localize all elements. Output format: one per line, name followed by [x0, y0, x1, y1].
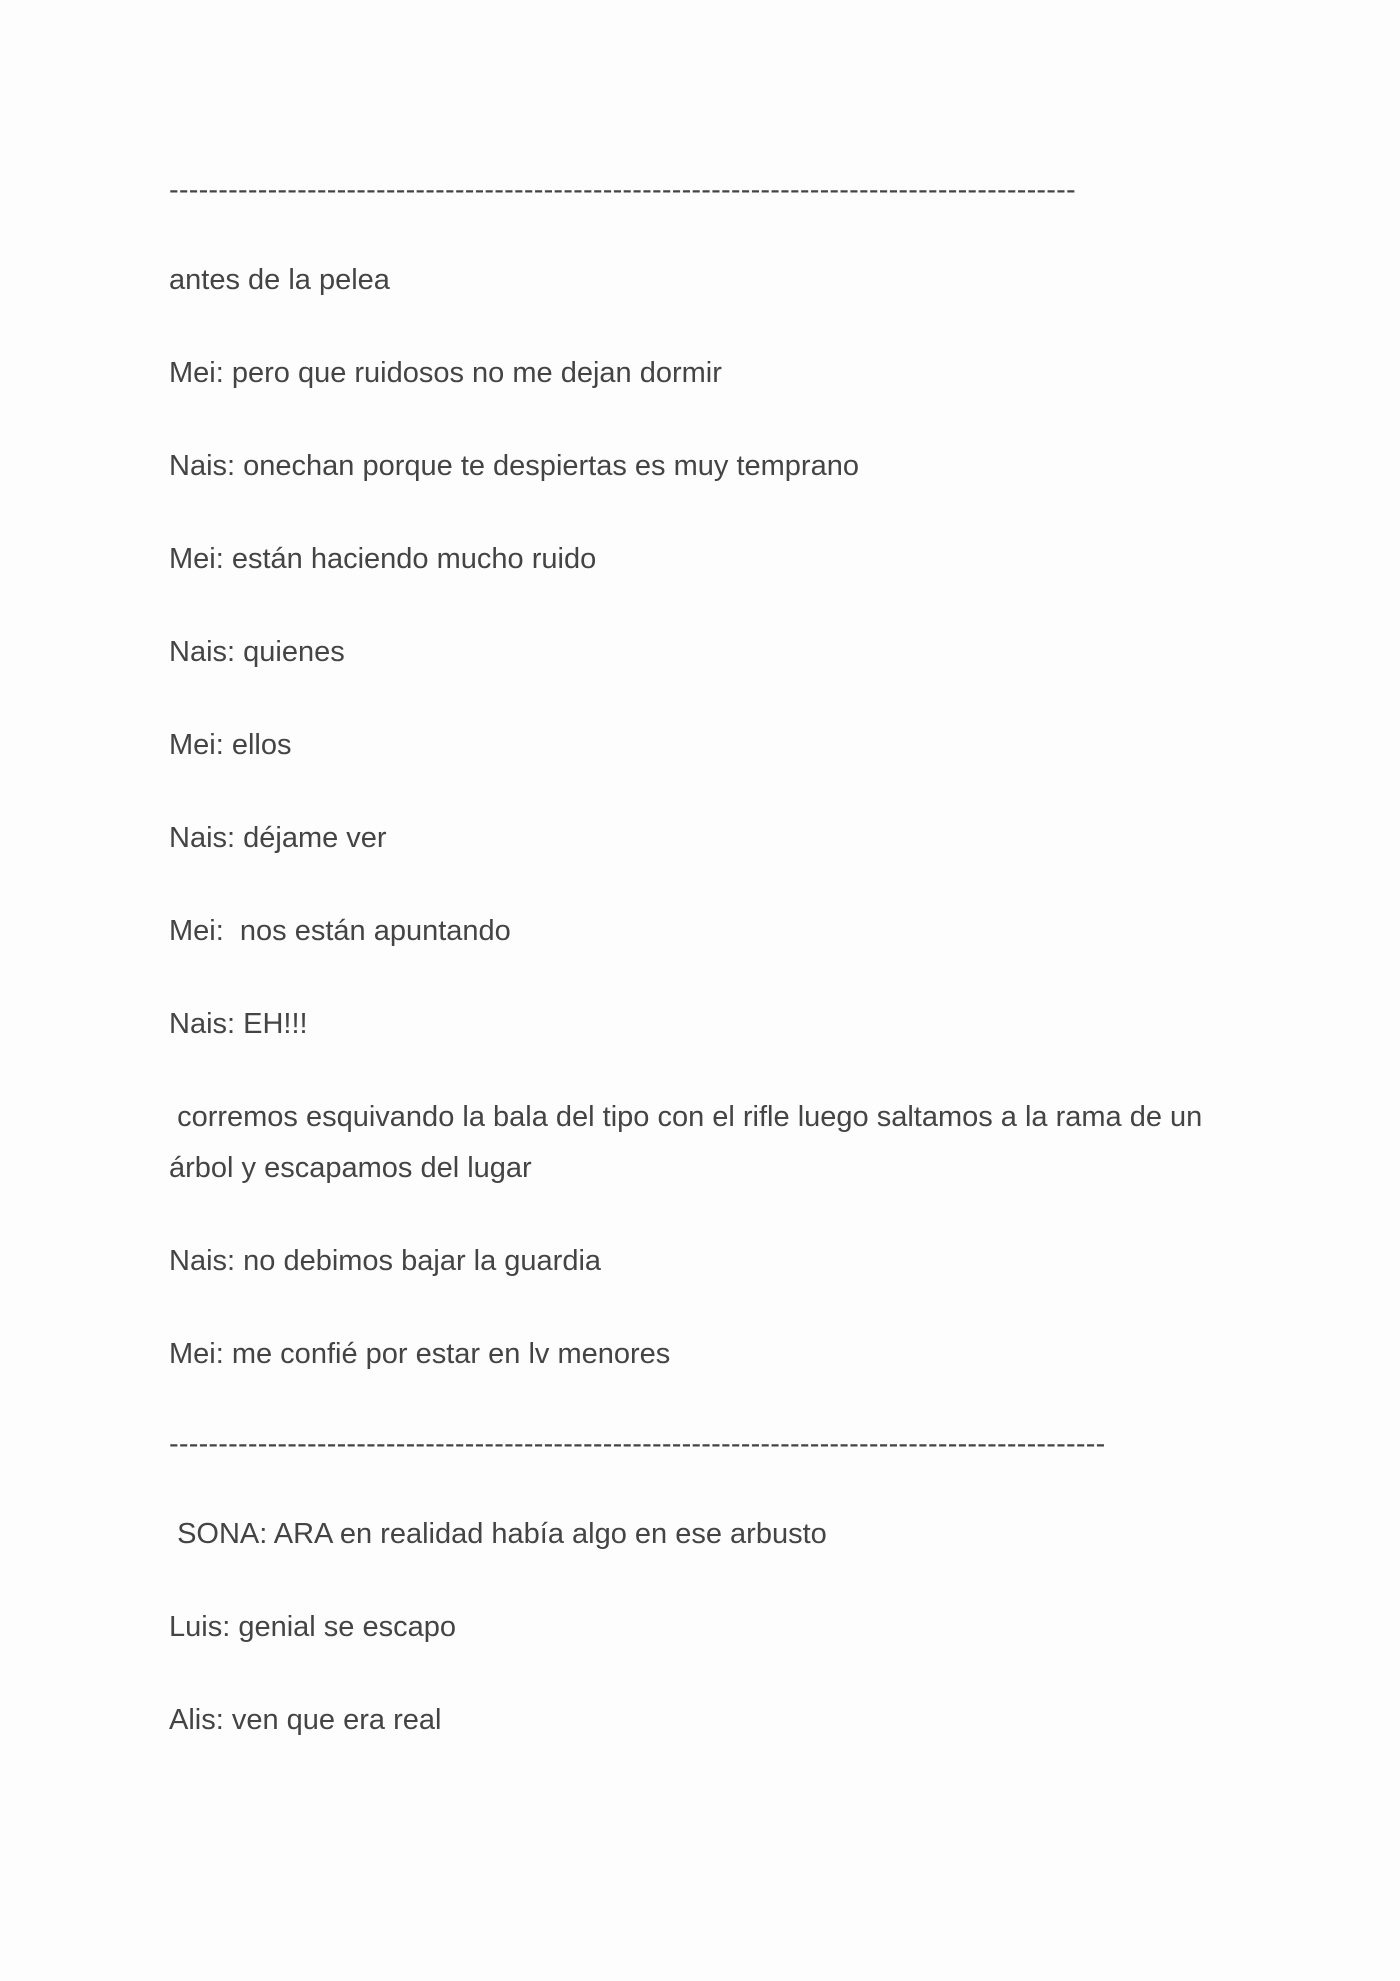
dialogue-line: Nais: onechan porque te despiertas es muy temprano [169, 450, 859, 482]
spacer [169, 213, 1229, 255]
spacer [169, 678, 1229, 720]
spacer [169, 1287, 1229, 1329]
spacer [169, 771, 1229, 813]
narration-paragraph: corremos esquivando la bala del tipo con el rifle luego saltamos a la rama de un árbol y escapamos del lugar [169, 1101, 1211, 1184]
divider-line: -------------------------------------------------------------------------------------------- [169, 174, 1076, 206]
spacer [169, 1560, 1229, 1602]
spacer [169, 306, 1229, 348]
dialogue-line: Mei: nos están apuntando [169, 915, 511, 947]
dialogue-line: Nais: EH!!! [169, 1008, 308, 1040]
spacer [169, 1194, 1229, 1236]
divider-line: ----------------------------------------------------------------------------------------------- [169, 1428, 1106, 1460]
dialogue-line: Nais: déjame ver [169, 822, 387, 854]
dialogue-line: Mei: pero que ruidosos no me dejan dormir [169, 357, 722, 389]
paragraph: antes de la pelea [169, 264, 390, 296]
spacer [169, 1653, 1229, 1695]
spacer [169, 957, 1229, 999]
spacer [169, 585, 1229, 627]
dialogue-line: Mei: me confié por estar en lv menores [169, 1338, 671, 1370]
dialogue-line: Mei: ellos [169, 729, 292, 761]
dialogue-line: Nais: quienes [169, 636, 345, 668]
spacer [169, 492, 1229, 534]
dialogue-line: Mei: están haciendo mucho ruido [169, 543, 597, 575]
spacer [169, 864, 1229, 906]
spacer [169, 1050, 1229, 1092]
spacer [169, 1467, 1229, 1509]
spacer [169, 399, 1229, 441]
dialogue-line: SONA: ARA en realidad había algo en ese arbusto [169, 1518, 827, 1550]
dialogue-line: Nais: no debimos bajar la guardia [169, 1245, 602, 1277]
document-body [169, 168, 1229, 1746]
spacer [169, 1380, 1229, 1422]
dialogue-line: Alis: ven que era real [169, 1704, 442, 1736]
dialogue-line: Luis: genial se escapo [169, 1611, 456, 1643]
